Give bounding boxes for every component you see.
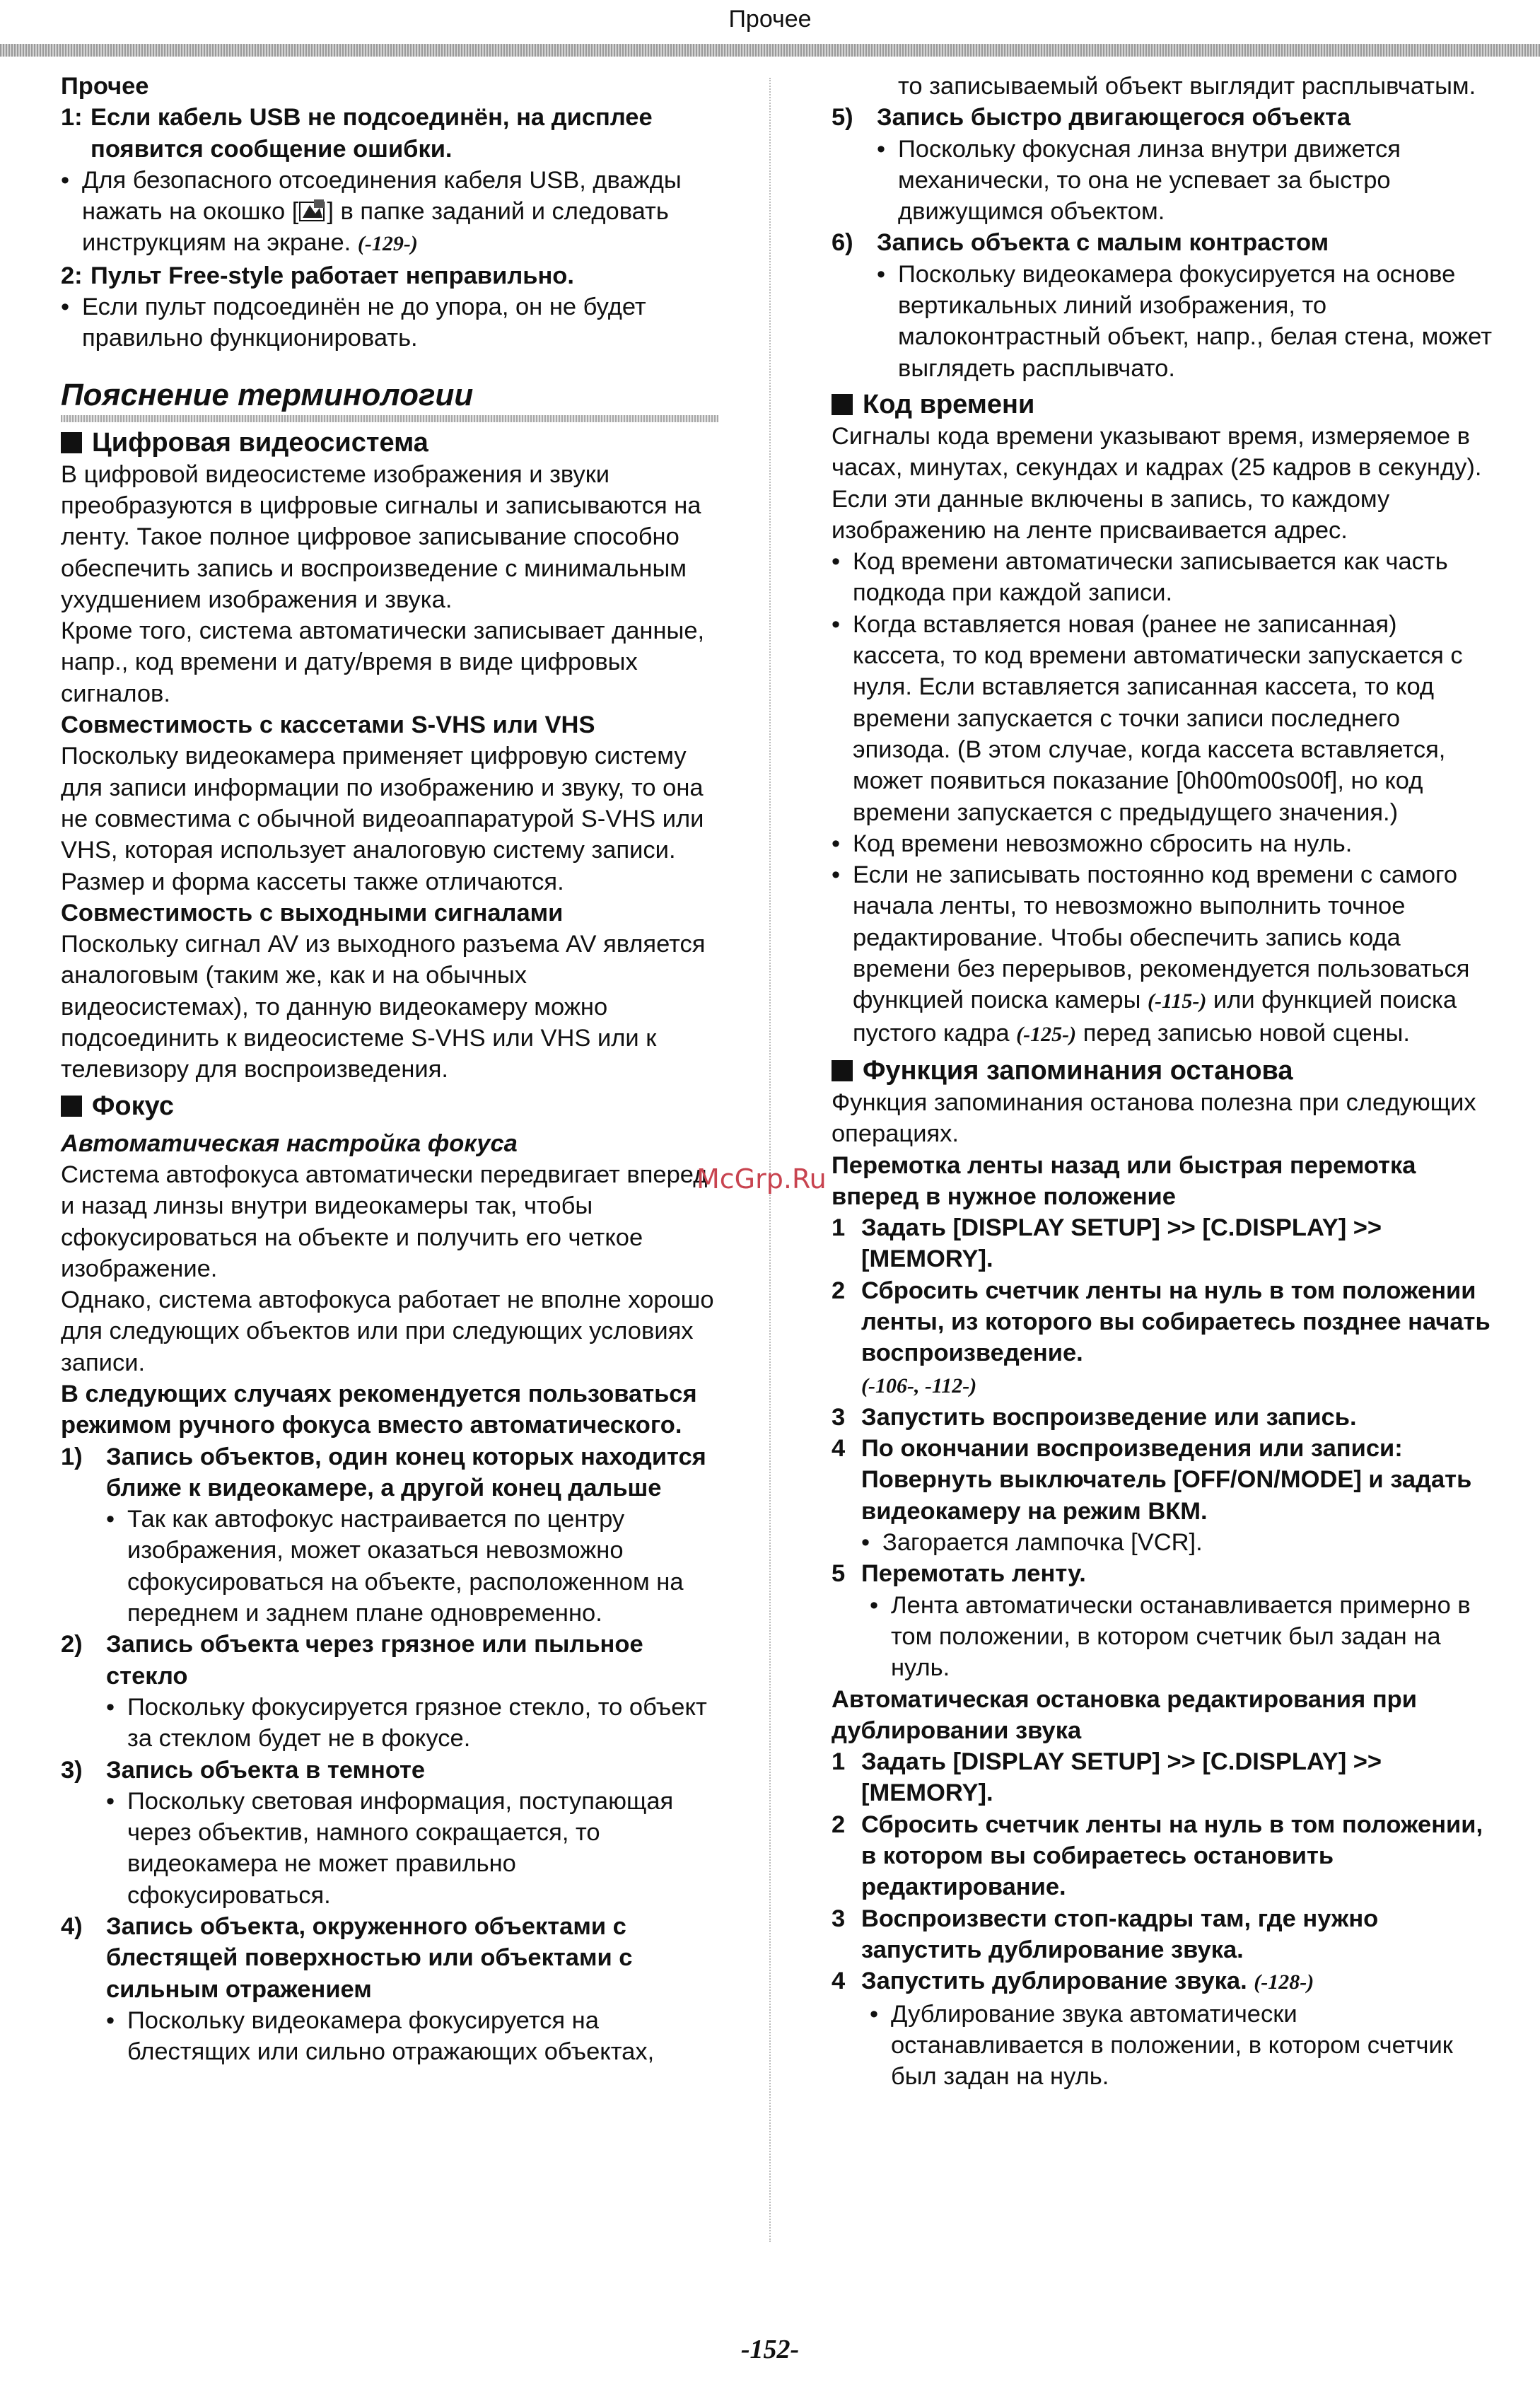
square-bullet-icon	[61, 1096, 82, 1117]
step-number: 1	[832, 1748, 846, 1776]
section-rule	[61, 415, 718, 422]
page-header-title: Прочее	[728, 6, 812, 33]
focus-case-1	[61, 1441, 718, 1629]
step-text	[861, 1965, 1496, 1998]
section-title: Пояснение терминологии	[61, 377, 474, 412]
page-ref: (-125-)	[1016, 1022, 1077, 1046]
bullet-text-b: ] в папке заданий и следовать инструкциям на экране.	[82, 198, 669, 257]
step-text: Воспроизвести стоп-кадры там, где нужно запустить дублирование звука.	[861, 1905, 1379, 1963]
item-title: Если кабель USB не подсоединён, на дисплее появится сообщение ошибки.	[91, 104, 653, 163]
bullet-text: Поскольку световая информация, поступающая через объектив, намного сокращается, то видеокамера не может правильно сфокусироваться.	[127, 1787, 674, 1909]
taskbar-eject-icon	[298, 198, 327, 223]
heading-text: Фокус	[92, 1091, 174, 1121]
page-ref: (-128-)	[1254, 1970, 1314, 1994]
column-divider	[769, 78, 771, 2242]
bullet-text: Когда вставляется новая (ранее не записанная) кассета, то код времени автоматически запускается с нуля. Если вставляется записанная кассета, то код времени запускается с точки записи последнего эпизода. (В этом случае, когда кассета вставляется, может появиться показание [0h00m00s00f], но код времени запускается с предыдущего значения.)	[853, 610, 1463, 826]
paragraph: Размер и форма кассеты также отличаются.	[61, 868, 564, 895]
subheading: Автоматическая остановка редактирования при дублировании звука	[832, 1685, 1417, 1744]
step-number: 5	[832, 1560, 846, 1588]
case-number: 1)	[61, 1443, 83, 1470]
troubleshoot-item-1	[61, 102, 718, 165]
focus-case-5	[832, 102, 1496, 227]
bullet	[832, 1999, 1496, 2093]
text-part: Если не записывать постоянно код времени с самого начала ленты, то невозможно выполнить точное редактирование. Чтобы обеспечить запись кода времени без перерывов, рекомендуется пользоваться функцией поиска камеры	[853, 861, 1470, 1014]
step	[832, 1903, 1496, 1966]
step-text: Запустить воспроизведение или запись.	[861, 1403, 1357, 1431]
step	[832, 1402, 1496, 1433]
step-number: 4	[832, 1435, 846, 1463]
bullet	[61, 1786, 718, 1911]
focus-case-3	[61, 1755, 718, 1911]
text-part: Запустить дублирование звука.	[861, 1968, 1247, 1995]
heading-text: Цифровая видеосистема	[92, 427, 428, 458]
bullet	[61, 1692, 718, 1755]
text-part: перед записью новой сцены.	[1083, 1019, 1411, 1047]
bullet-dot: •	[870, 2000, 879, 2028]
paragraph: Поскольку видеокамера применяет цифровую систему для записи информации по изображению и звуку, то она не совместима с обычной видеоаппаратурой S-VHS или VHS, которая использует аналоговую систему записи.	[61, 743, 704, 864]
square-bullet-icon	[832, 1060, 853, 1081]
paragraph: Поскольку сигнал AV из выходного разъема AV является аналоговым (таким же, как и на обычных видеосистемах), то данную видеокамеру можно подсоединить к видеосистеме S-VHS или VHS или к телевизору для воспроизведения.	[61, 931, 706, 1083]
page-ref: (-129-)	[357, 232, 418, 256]
step-number: 2	[832, 1811, 846, 1838]
bullet-dot: •	[832, 548, 841, 576]
focus-case-2	[61, 1629, 718, 1754]
step	[832, 1746, 1496, 1809]
other-heading: Прочее	[61, 73, 149, 100]
bullet-dot: •	[832, 610, 841, 638]
subheading: Автоматическая настройка фокуса	[61, 1129, 518, 1157]
paragraph: Кроме того, система автоматически записывает данные, напр., код времени и дату/время в виде цифровых сигналов.	[61, 617, 705, 707]
step	[832, 1558, 1496, 1589]
case-title: Запись быстро двигающегося объекта	[877, 104, 1351, 132]
case-number: 3)	[61, 1756, 83, 1784]
step-number: 4	[832, 1968, 846, 1995]
left-column	[61, 71, 718, 2068]
subheading: В следующих случаях рекомендуется пользоваться режимом ручного фокуса вместо автоматического.	[61, 1380, 697, 1439]
bullet-text	[853, 859, 1496, 1050]
digital-heading	[61, 426, 718, 459]
bullet-dot: •	[61, 294, 70, 321]
focus-heading	[61, 1090, 718, 1122]
case-number: 2)	[61, 1631, 83, 1658]
right-column	[832, 71, 1496, 2092]
case-number: 6)	[832, 229, 853, 257]
bullet-text-a: Для безопасного отсоединения кабеля USB, дважды нажать на окошко [	[82, 166, 682, 226]
bullet-dot: •	[861, 1529, 870, 1557]
heading-text: Код времени	[863, 389, 1035, 419]
bullet-dot: •	[877, 260, 886, 288]
bullet	[832, 134, 1496, 228]
bullet-dot: •	[877, 135, 886, 163]
square-bullet-icon	[61, 432, 82, 453]
step-number: 2	[832, 1277, 846, 1304]
bullet-text: Код времени невозможно сбросить на нуль.	[853, 830, 1353, 857]
subheading: Совместимость с кассетами S-VHS или VHS	[61, 711, 595, 739]
bullet	[61, 291, 718, 354]
step-number: 1	[832, 1214, 846, 1242]
step	[832, 1965, 1496, 1998]
bullet-text: Поскольку фокусируется грязное стекло, то объект за стеклом будет не в фокусе.	[127, 1693, 707, 1753]
bullet-text: Поскольку видеокамера фокусируется на блестящих или сильно отражающих объектах,	[127, 2006, 655, 2066]
bullet-dot: •	[106, 1787, 115, 1815]
focus-case-6	[832, 227, 1496, 383]
paragraph: Сигналы кода времени указывают время, измеряемое в часах, минутах, секундах и кадрах (25 кадров в секунду). Если эти данные включены в запись, то каждому изображению на ленте присваивается адрес.	[832, 422, 1482, 544]
bullet-text: Если пульт подсоединён не до упора, он не будет правильно функционировать.	[82, 294, 646, 352]
page-ref: (-115-)	[1148, 989, 1207, 1013]
continued-text: то записываемый объект выглядит расплывчатым.	[898, 73, 1476, 100]
bullet	[832, 1527, 1496, 1558]
item-number: 1:	[61, 104, 83, 132]
bullet	[61, 165, 718, 260]
troubleshoot-item-2	[61, 260, 718, 291]
text-part: Сбросить счетчик ленты на нуль в том положении ленты, из которого вы собираетесь позднее начать воспроизведение.	[861, 1277, 1491, 1367]
bullet	[832, 828, 1496, 859]
bullet-dot: •	[106, 1693, 115, 1721]
case-title: Запись объекта через грязное или пыльное стекло	[106, 1631, 643, 1690]
case-title-row	[61, 1911, 718, 2005]
memory-stop-heading	[832, 1055, 1496, 1087]
step	[832, 1809, 1496, 1903]
step-text: По окончании воспроизведения или записи: Повернуть выключатель [OFF/ON/MODE] и задать видеокамеру на режим ВКМ.	[861, 1435, 1472, 1525]
paragraph: Функция запоминания останова полезна при следующих операциях.	[832, 1088, 1476, 1148]
case-title: Запись объекта с малым контрастом	[877, 229, 1329, 257]
bullet-text: Загорается лампочка [VCR].	[882, 1529, 1203, 1557]
case-title: Запись объектов, один конец которых находится ближе к видеокамере, а другой конец дальше	[106, 1443, 706, 1501]
text-part: или функцией поиска пустого кадра	[853, 987, 1457, 1047]
bullet	[832, 609, 1496, 828]
case-title: Запись объекта, окруженного объектами с блестящей поверхностью или объектами с сильным отражением	[106, 1913, 633, 2003]
case-title-row	[832, 227, 1496, 258]
item-number: 2:	[61, 262, 83, 289]
square-bullet-icon	[832, 394, 853, 415]
timecode-heading	[832, 388, 1496, 421]
paragraph: Однако, система автофокуса работает не вполне хорошо для следующих объектов или при следующих условиях записи.	[61, 1286, 714, 1376]
heading-text: Функция запоминания останова	[863, 1055, 1293, 1086]
bullet	[832, 1590, 1496, 1684]
subheading: Перемотка ленты назад или быстрая перемотка вперед в нужное положение	[832, 1151, 1416, 1210]
step-number: 3	[832, 1905, 846, 1932]
bullet	[832, 859, 1496, 1050]
bullet	[832, 259, 1496, 384]
bullet-text: Код времени автоматически записывается как часть подкода при каждой записи.	[853, 548, 1448, 607]
step-number: 3	[832, 1403, 846, 1431]
case-number: 4)	[61, 1913, 83, 1941]
bullet-text: Поскольку видеокамера фокусируется на основе вертикальных линий изображения, то малоконтрастный объект, напр., белая стена, может выглядеть расплывчато.	[898, 260, 1493, 382]
bullet-text: Лента автоматически останавливается примерно в том положении, в котором счетчик был задан на нуль.	[891, 1591, 1471, 1682]
bullet-text: Дублирование звука автоматически останавливается в положении, в котором счетчик был задан на нуль.	[891, 2000, 1453, 2091]
bullet-dot: •	[832, 861, 841, 889]
bullet-text: Поскольку фокусная линза внутри движется механически, то она не успевает за быстро движущимся объектом.	[898, 135, 1401, 226]
case-number: 5)	[832, 104, 853, 132]
case-title-row	[61, 1629, 718, 1692]
bullet-text	[82, 165, 718, 260]
step-text: Задать [DISPLAY SETUP] >> [C.DISPLAY] >> [MEMORY].	[861, 1214, 1382, 1273]
step-text	[861, 1275, 1496, 1402]
bullet-dot: •	[870, 1591, 879, 1619]
subheading: Совместимость с выходными сигналами	[61, 899, 564, 926]
bullet	[61, 1504, 718, 1629]
bullet-dot: •	[106, 2006, 115, 2034]
page-number: -152-	[740, 2335, 800, 2364]
bullet-dot: •	[61, 166, 70, 194]
item-title: Пульт Free-style работает неправильно.	[91, 262, 574, 289]
watermark: McGrp.Ru	[696, 1163, 827, 1195]
case-title-row	[61, 1755, 718, 1786]
case-title-row	[832, 102, 1496, 133]
step-text: Перемотать ленту.	[861, 1560, 1086, 1588]
case-title: Запись объекта в темноте	[106, 1756, 426, 1784]
bullet	[832, 546, 1496, 609]
focus-case-4	[61, 1911, 718, 2067]
bullet-dot: •	[106, 1506, 115, 1533]
bullet-text: Так как автофокус настраивается по центру изображения, может оказаться невозможно сфокусироваться на объекте, расположенном на переднем и заднем плане одновременно.	[127, 1506, 684, 1627]
page-ref: (-106-, -112-)	[861, 1373, 977, 1398]
step	[832, 1212, 1496, 1275]
paragraph: В цифровой видеосистеме изображения и звуки преобразуются в цифровые сигналы и записываются на ленту. Такое полное цифровое записывание способно обеспечить запись и воспроизведение с минимальным ухудшением изображения и звука.	[61, 460, 701, 613]
paragraph: Система автофокуса автоматически передвигает вперед и назад линзы внутри видеокамеры так, чтобы сфокусироваться на объекте и получить его четкое изображение.	[61, 1161, 708, 1282]
step	[832, 1275, 1496, 1402]
step-text: Сбросить счетчик ленты на нуль в том положении, в котором вы собираетесь остановить редактирование.	[861, 1811, 1483, 1901]
header-rule	[0, 44, 1540, 57]
bullet	[61, 2005, 718, 2068]
step-text: Задать [DISPLAY SETUP] >> [C.DISPLAY] >> [MEMORY].	[861, 1748, 1382, 1807]
case-title-row	[61, 1441, 718, 1504]
bullet-dot: •	[832, 830, 841, 857]
step	[832, 1433, 1496, 1527]
